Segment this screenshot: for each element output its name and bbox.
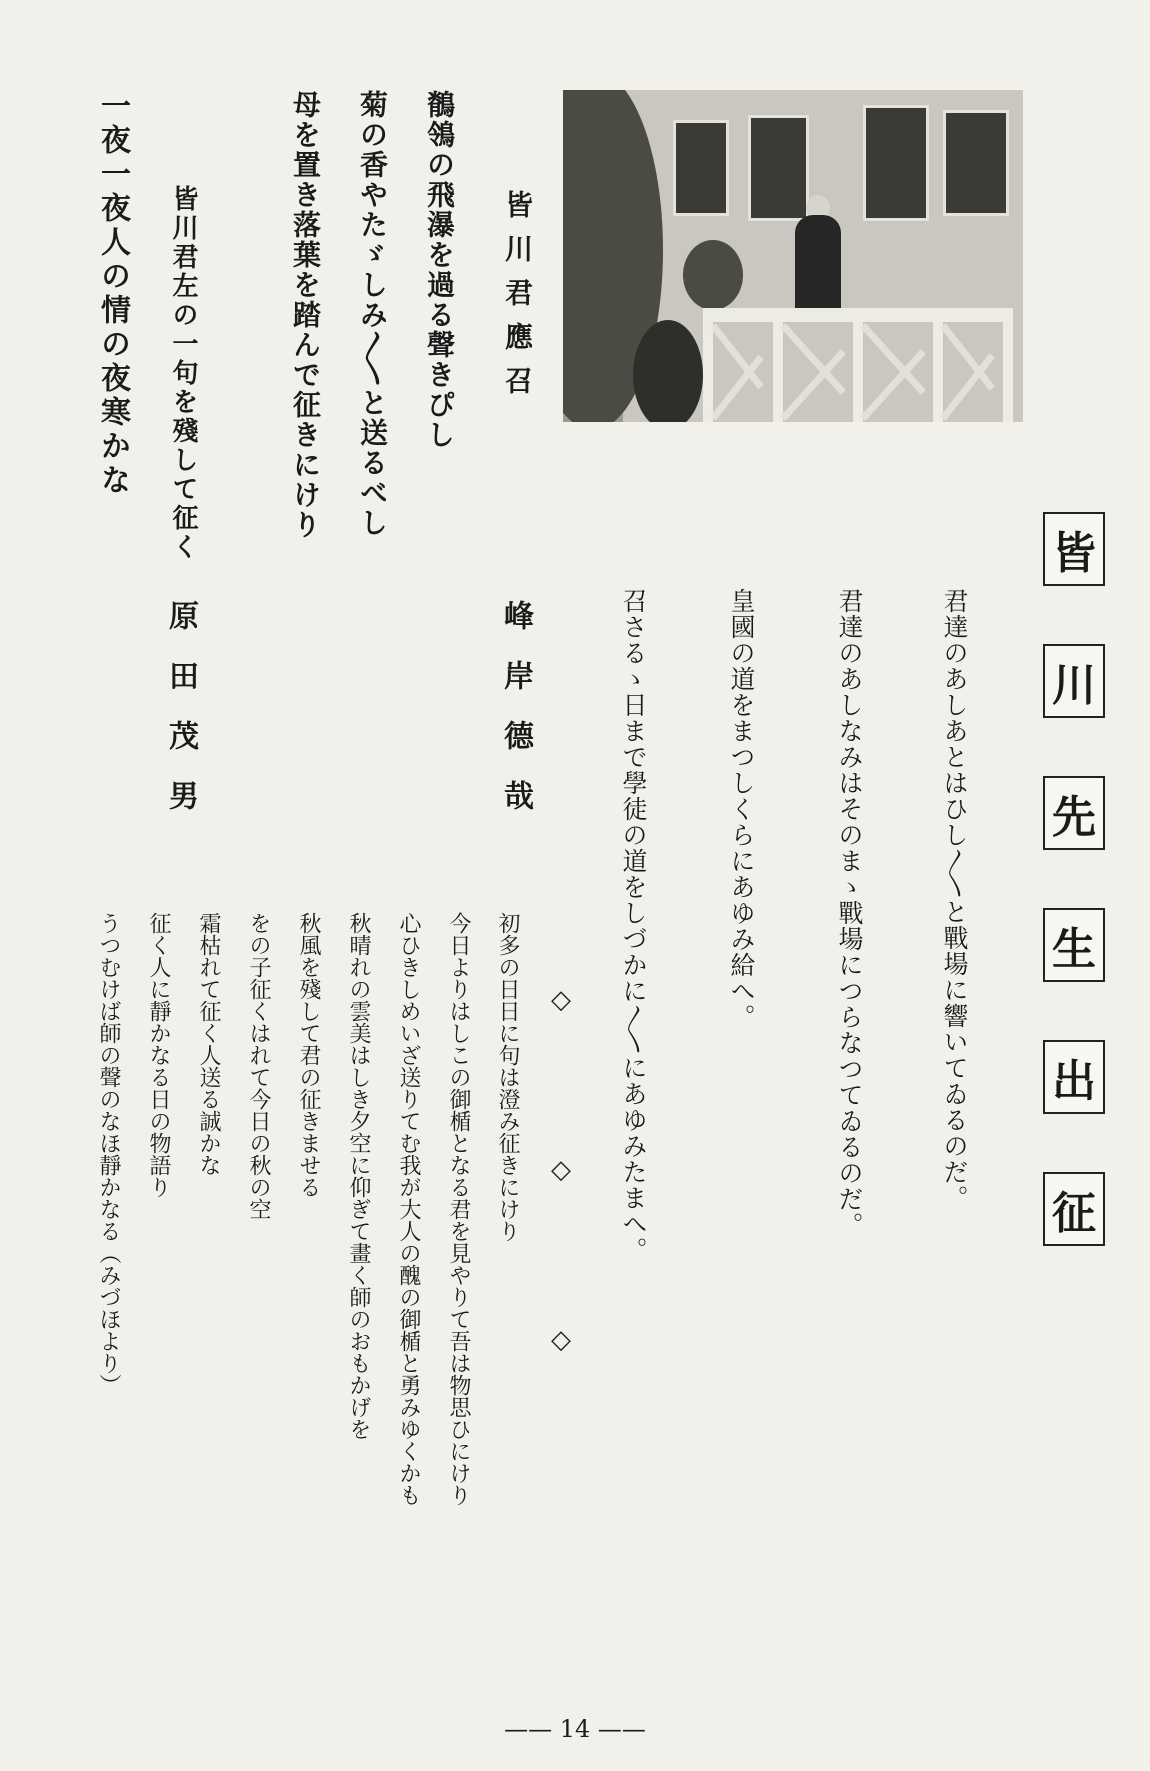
tanka-line-4: 秋晴れの雲美はしき夕空に仰ぎて畫く師のおもかげを xyxy=(346,912,371,1440)
poem-line-2: 菊の香やたゞしみ〳〵と送るべし xyxy=(356,90,389,538)
farewell-author: 原田茂男 xyxy=(163,600,198,840)
intro-line-4: 召さるゝ日まで學徒の道をしづかに〳〵にあゆみたまへ。 xyxy=(619,588,648,1263)
tanka-line-3: 心ひきしめいざ送りてむ我が大人の醜の御楯と勇みゆくかも xyxy=(396,912,421,1506)
title-char-2: 川 xyxy=(1043,644,1105,718)
title-char-3: 先 xyxy=(1043,776,1105,850)
separator-2: ◇ xyxy=(551,1155,571,1185)
farewell-line: 一夜一夜人の情の夜寒かな xyxy=(95,90,130,498)
tanka-line-7: 霜枯れて征く人送る誠かな xyxy=(196,912,221,1176)
tanka-line-1: 初多の日日に句は澄み征きにけり xyxy=(495,912,520,1242)
page-number: —— 14 —— xyxy=(504,1715,646,1743)
tanka-line-5: 秋風を殘して君の征きませる xyxy=(296,912,321,1198)
intro-line-2: 君達のあしなみはそのまゝ戰場につらなつてゐるのだ。 xyxy=(835,588,864,1238)
poem-line-3: 母を置き落葉を踏んで征きにけり xyxy=(289,90,322,540)
poem-line-1: 鶺鴒の飛瀑を過る聲きぴし xyxy=(423,90,456,450)
intro-line-3: 皇國の道をまつしくらにあゆみ給へ。 xyxy=(727,588,756,1030)
title-char-1: 皆 xyxy=(1043,512,1105,586)
tanka-line-9: うつむけば師の聲のなほ靜かなる（みづほより） xyxy=(96,912,121,1396)
intro-line-1: 君達のあしあとはひし〳〵と戰場に響いてゐるのだ。 xyxy=(940,588,969,1211)
tanka-line-6: をの子征くはれて今日の秋の空 xyxy=(246,912,271,1220)
tanka-line-8: 征く人に靜かなる日の物語り xyxy=(146,912,171,1198)
farewell-heading: 皆川君左の一句を殘して征く xyxy=(168,185,198,562)
separator-1: ◇ xyxy=(551,985,571,1015)
title-char-5: 出 xyxy=(1043,1040,1105,1114)
title-char-4: 生 xyxy=(1043,908,1105,982)
separator-3: ◇ xyxy=(551,1325,571,1355)
poem-author: 峰岸德哉 xyxy=(498,600,533,840)
tanka-line-2: 今日よりはしこの御楯となる君を見やりて吾は物思ひにけり xyxy=(446,912,471,1506)
title-char-6: 征 xyxy=(1043,1172,1105,1246)
poem-heading: 皆川君應召 xyxy=(501,190,534,410)
photograph xyxy=(563,90,1023,422)
